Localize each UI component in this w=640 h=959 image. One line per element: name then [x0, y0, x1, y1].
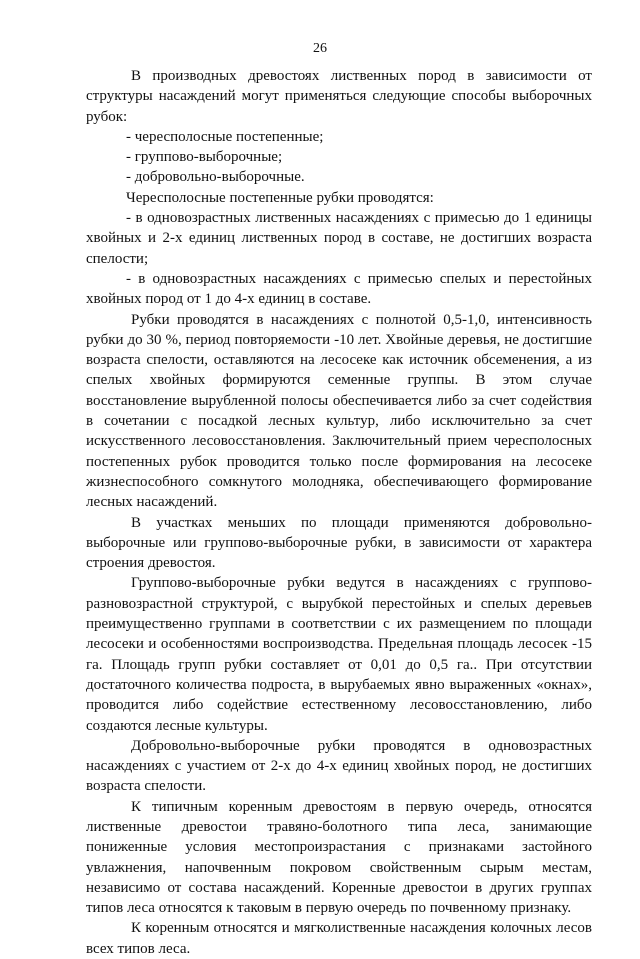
paragraph: В производных древостоях лиственных пород в зависимости от структуры насаждений могут применяться следующие способы выборочных рубок: — [86, 68, 592, 125]
page-number: 26 — [313, 41, 327, 56]
list-heading: Чересполосные постепенные рубки проводятся: — [126, 189, 434, 206]
paragraph: В участках меньших по площади применяются добровольно-выборочные или группово-выборочные рубки, в зависимости от характера строения древостоя. — [86, 514, 592, 572]
paragraph: К коренным относятся и мягколиственные насаждения колочных лесов всех типов леса. — [86, 920, 592, 957]
list-item: - добровольно-выборочные. — [126, 169, 305, 186]
body-text — [86, 66, 592, 959]
list-item: - в одновозрастных лиственных насаждениях с примесью до 1 единицы хвойных и 2-х единиц лиственных пород в составе, не достигших возраста спелости; — [86, 210, 592, 267]
paragraph: Группово-выборочные рубки ведутся в насаждениях с группово-разновозрастной структурой, с вырубкой перестойных и спелых деревьев преимущественно группами в соответствии с их размещением по площади лесосеки и особенностями воспроизводства. Предельная площадь лесосек -15 га. Площадь групп рубки составляет от 0,01 до 0,5 га.. При отсутствии достаточного количества подроста, в вырубаемых явно выраженных «окнах», проводится либо содействие естественному лесовосстановлению, либо создаются лесные культуры. — [86, 575, 592, 734]
paragraph: Рубки проводятся в насаждениях с полнотой 0,5-1,0, интенсивность рубки до 30 %, период повторяемости -10 лет. Хвойные деревья, не достигшие возраста спелости, оставляются на лесосеке как источник обсеменения, а из спелых хвойных формируются семенные группы. В этом случае восстановление вырубленной полосы обеспечивается либо за счет содействия в сочетании с посадкой лесных культур, либо исключительно за счет искусственного лесовосстановления. Заключительный прием чересполосных постепенных рубок проводится только после формирования на лесосеке жизнеспособного сомкнутого молодняка, обеспечивающего формирование лесных насаждений. — [86, 311, 592, 511]
list-item: - группово-выборочные; — [126, 149, 283, 166]
paragraph: Добровольно-выборочные рубки проводятся в одновозрастных насаждениях с участием от 2-х до 4-х единиц хвойных пород, не достигших возраста спелости. — [86, 737, 592, 795]
list-item: - чересполосные постепенные; — [126, 128, 324, 145]
paragraph: К типичным коренным древостоям в первую очередь, относятся лиственные древостои травяно-болотного типа леса, занимающие пониженные условия местопроизрастания с признаками застойного увлажнения, напочвенным покровом свойственным сырым местам, независимо от состава насаждений. Коренные древостои в других группах типов леса относятся к таковым в первую очередь по почвенному признаку. — [86, 798, 592, 917]
list-item: - в одновозрастных насаждениях с примесью спелых и перестойных хвойных пород от 1 до 4-х единиц в составе. — [86, 270, 592, 308]
